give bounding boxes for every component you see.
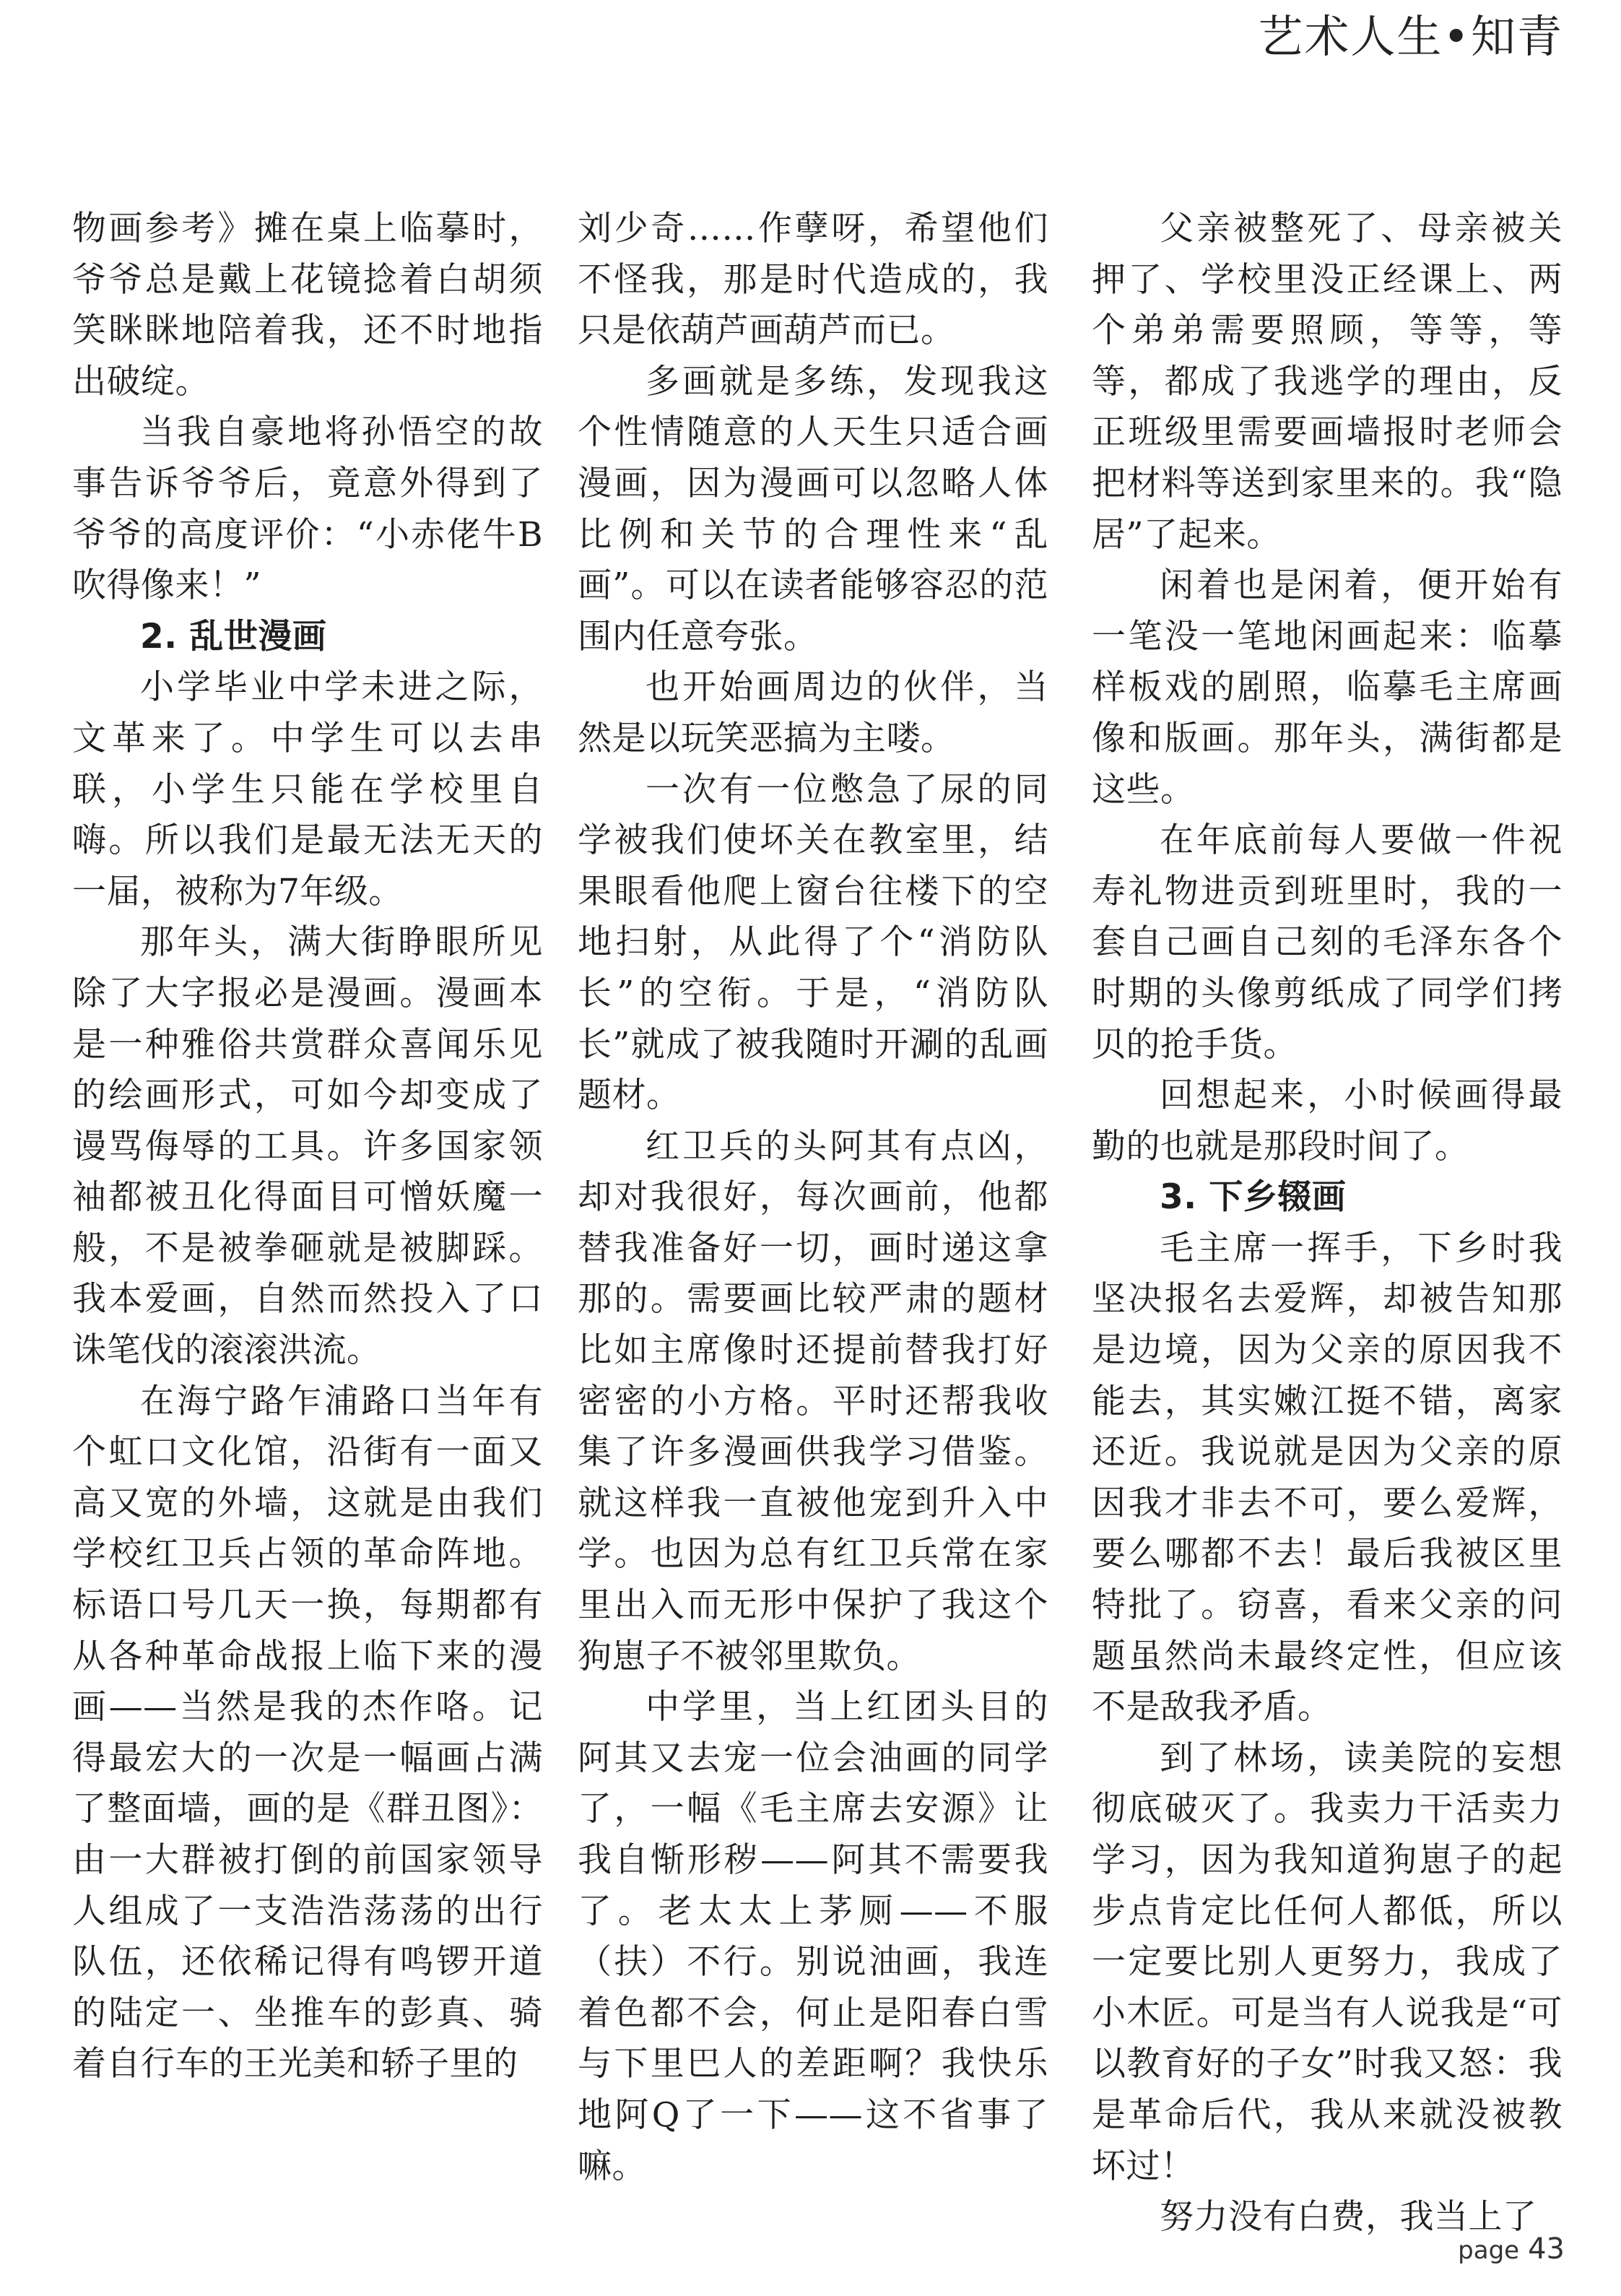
section-heading: 3. 下乡辍画 (1160, 1177, 1347, 1218)
text-column-3 (1092, 204, 1563, 2243)
section-header: 艺术人生•知青 (1258, 10, 1563, 63)
paragraph: 小学毕业中学未进之际，文革来了。中学生可以去串联，小学生只能在学校里自嗨。所以我们是最无法无天的一届，被称为7年级。 (72, 667, 543, 911)
page-number-value: 43 (1528, 2232, 1565, 2266)
paragraph: 闲着也是闲着，便开始有一笔没一笔地闲画起来：临摹样板戏的剧照，临摹毛主席画像和版画。那年头，满街都是这些。 (1092, 566, 1563, 810)
paragraph: 中学里，当上红团头目的阿其又去宠一位会油画的同学了，一幅《毛主席去安源》让我自惭形秽——阿其不需要我了。老太太上茅厕——不服（扶）不行。别说油画，我连着色都不会，何止是阳春白雪与下里巴人的差距啊？我快乐地阿Q了一下——这不省事了嘛。 (578, 1687, 1048, 2186)
paragraph: 红卫兵的头阿其有点凶，却对我很好，每次画前，他都替我准备好一切，画时递这拿那的。需要画比较严肃的题材比如主席像时还提前替我打好密密的小方格。平时还帮我收集了许多漫画供我学习借鉴。就这样我一直被他宠到升入中学。也因为总有红卫兵常在家里出入而无形中保护了我这个狗崽子不被邻里欺负。 (578, 1126, 1048, 1676)
paragraph: 物画参考》摊在桌上临摹时，爷爷总是戴上花镜捻着白胡须笑眯眯地陪着我，还不时地指出破绽。 (72, 209, 543, 402)
page-number (1458, 2232, 1565, 2266)
paragraph: 刘少奇……作孽呀，希望他们不怪我，那是时代造成的，我只是依葫芦画葫芦而已。 (578, 209, 1048, 351)
page-label: page (1458, 2236, 1520, 2265)
paragraph: 当我自豪地将孙悟空的故事告诉爷爷后，竟意外得到了爷爷的高度评价：“小赤佬牛B吹得像来！” (72, 412, 543, 606)
paragraph: 在海宁路乍浦路口当年有个虹口文化馆，沿街有一面又高又宽的外墙，这就是由我们学校红卫兵占领的革命阵地。标语口号几天一换，每期都有从各种革命战报上临下来的漫画——当然是我的杰作咯。记得最宏大的一次是一幅画占满了整面墙，画的是《群丑图》：由一大群被打倒的前国家领导人组成了一支浩浩荡荡的出行队伍，还依稀记得有鸣锣开道的陆定一、坐推车的彭真、骑着自行车的王光美和轿子里的 (72, 1381, 543, 2084)
paragraph: 毛主席一挥手，下乡时我坚决报名去爱辉，却被告知那是边境，因为父亲的原因我不能去，其实嫩江挺不错，离家还近。我说就是因为父亲的原因我才非去不可，要么爱辉，要么哪都不去！最后我被区里特批了。窃喜，看来父亲的问题虽然尚未最终定性，但应该不是敌我矛盾。 (1092, 1228, 1563, 1728)
paragraph: 多画就是多练，发现我这个性情随意的人天生只适合画漫画，因为漫画可以忽略人体比例和关节的合理性来“乱画”。可以在读者能够容忍的范围内任意夸张。 (578, 361, 1048, 657)
paragraph: 也开始画周边的伙伴，当然是以玩笑恶搞为主喽。 (578, 667, 1048, 758)
paragraph: 那年头，满大街睁眼所见除了大字报必是漫画。漫画本是一种雅俗共赏群众喜闻乐见的绘画形式，可如今却变成了谩骂侮辱的工具。许多国家领袖都被丑化得面目可憎妖魔一般，不是被拳砸就是被脚踩。我本爱画，自然而然投入了口诛笔伐的滚滚洪流。 (72, 922, 543, 1371)
paragraph: 回想起来，小时候画得最勤的也就是那段时间了。 (1092, 1075, 1563, 1166)
text-column-1 (72, 204, 543, 2090)
section-heading: 2. 乱世漫画 (140, 616, 327, 657)
paragraph: 努力没有白费，我当上了 (1160, 2197, 1537, 2237)
paragraph: 父亲被整死了、母亲被关押了、学校里没正经课上、两个弟弟需要照顾，等等，等等，都成了我逃学的理由，反正班级里需要画墙报时老师会把材料等送到家里来的。我“隐居”了起来。 (1092, 209, 1563, 555)
paragraph: 到了林场，读美院的妄想彻底破灭了。我卖力干活卖力学习，因为我知道狗崽子的起步点肯定比任何人都低，所以一定要比别人更努力，我成了小木匠。可是当有人说我是“可以教育好的子女”时我又怒：我是革命后代，我从来就没被教坏过！ (1092, 1738, 1563, 2186)
paragraph: 一次有一位憋急了尿的同学被我们使坏关在教室里，结果眼看他爬上窗台往楼下的空地扫射，从此得了个“消防队长”的空衔。于是，“消防队长”就成了被我随时开涮的乱画题材。 (578, 769, 1048, 1116)
paragraph: 在年底前每人要做一件祝寿礼物进贡到班里时，我的一套自己画自己刻的毛泽东各个时期的头像剪纸成了同学们拷贝的抢手货。 (1092, 820, 1563, 1065)
text-column-2 (578, 204, 1048, 2192)
